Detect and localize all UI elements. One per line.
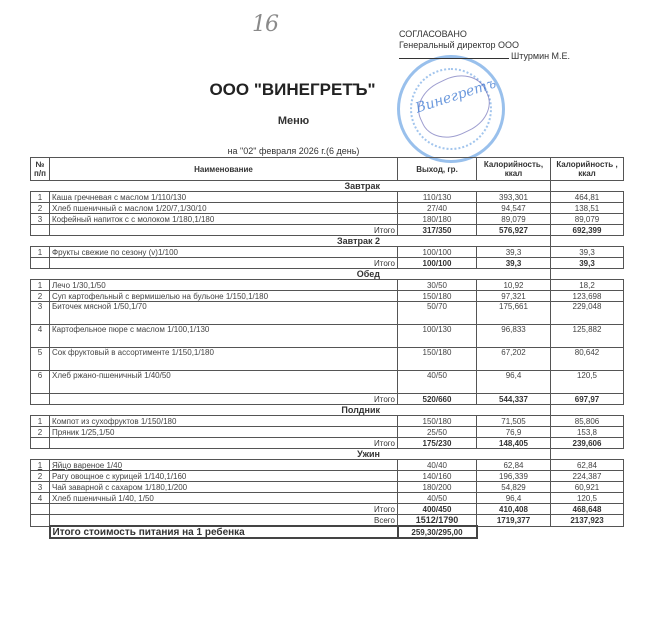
date-line-text: на "02" февраля 2026 г.(6 день) — [227, 146, 360, 156]
menu-item-row — [31, 192, 624, 203]
cost-num-empty — [31, 526, 50, 538]
item-name: Хлеб пшеничный 1/40, 1/50 — [50, 493, 398, 504]
col-header-name: Наименование — [50, 158, 398, 181]
menu-item-row — [31, 460, 624, 471]
menu-item-row — [31, 471, 624, 482]
item-number: 3 — [31, 214, 50, 225]
item-name: Компот из сухофруктов 1/150/180 — [50, 416, 398, 427]
item-kcal1: 96,4 — [477, 371, 551, 394]
company-title — [0, 80, 653, 100]
total-kcal1: 544,337 — [477, 394, 551, 405]
section-total-row — [31, 504, 624, 515]
item-output: 150/180 — [398, 348, 477, 371]
item-output: 150/180 — [398, 291, 477, 302]
total-output: 317/350 — [398, 225, 477, 236]
item-kcal2: 62,84 — [551, 460, 624, 471]
item-output: 25/50 — [398, 427, 477, 438]
menu-item-row — [31, 493, 624, 504]
item-kcal2: 138,51 — [551, 203, 624, 214]
total-kcal2: 692,399 — [551, 225, 624, 236]
cost-value: 259,30/295,00 — [398, 526, 477, 538]
col-header-output: Выход, гр. — [398, 158, 477, 181]
item-kcal1: 39,3 — [477, 247, 551, 258]
menu-item-row — [31, 348, 624, 371]
section-empty-cell — [551, 181, 624, 192]
col-header-kcal2: Калорийность , ккал — [551, 158, 624, 181]
cost-row — [31, 526, 624, 538]
item-output: 40/50 — [398, 371, 477, 394]
section-title: Завтрак 2 — [31, 236, 551, 247]
item-name: Пряник 1/25,1/50 — [50, 427, 398, 438]
item-kcal1: 54,829 — [477, 482, 551, 493]
total-num-empty — [31, 225, 50, 236]
menu-item-row — [31, 291, 624, 302]
item-kcal1: 10,92 — [477, 280, 551, 291]
item-output: 40/40 — [398, 460, 477, 471]
item-kcal2: 153,8 — [551, 427, 624, 438]
item-name: Кофейный напиток с с молоком 1/180,1/180 — [50, 214, 398, 225]
total-kcal2: 468,648 — [551, 504, 624, 515]
section-title: Завтрак — [31, 181, 551, 192]
item-kcal1: 393,301 — [477, 192, 551, 203]
item-name: Хлеб пшеничный с маслом 1/20/7,1/30/10 — [50, 203, 398, 214]
section-title: Ужин — [31, 449, 551, 460]
approval-signatory: Штурмин М.Е. — [511, 51, 571, 61]
section-header-row — [31, 269, 624, 280]
grand-total-num-empty — [31, 515, 50, 527]
document-title-text: Меню — [277, 115, 310, 127]
document-title — [0, 115, 653, 127]
item-kcal1: 62,84 — [477, 460, 551, 471]
menu-item-row — [31, 247, 624, 258]
total-kcal2: 697,97 — [551, 394, 624, 405]
item-output: 100/100 — [398, 247, 477, 258]
item-number: 4 — [31, 493, 50, 504]
item-kcal2: 80,642 — [551, 348, 624, 371]
item-name: Лечо 1/30,1/50 — [50, 280, 398, 291]
item-name: Каша гречневая с маслом 1/110/130 — [50, 192, 398, 203]
menu-table — [30, 157, 624, 539]
item-kcal2: 464,81 — [551, 192, 624, 203]
total-num-empty — [31, 504, 50, 515]
item-kcal1: 96,833 — [477, 325, 551, 348]
item-output: 30/50 — [398, 280, 477, 291]
col-header-num: № п/п — [31, 158, 50, 181]
item-kcal2: 89,079 — [551, 214, 624, 225]
approval-block — [399, 29, 570, 62]
item-number: 4 — [31, 325, 50, 348]
section-empty-cell — [551, 269, 624, 280]
item-name: Сок фруктовый в ассортименте 1/150,1/180 — [50, 348, 398, 371]
cost-empty-2 — [551, 526, 624, 538]
section-header-row — [31, 405, 624, 416]
signature-line — [399, 58, 509, 59]
item-number: 1 — [31, 192, 50, 203]
table-header-row — [31, 158, 624, 181]
item-kcal1: 76,9 — [477, 427, 551, 438]
section-total-row — [31, 394, 624, 405]
item-number: 5 — [31, 348, 50, 371]
item-kcal1: 94,547 — [477, 203, 551, 214]
menu-item-row — [31, 302, 624, 325]
item-number: 2 — [31, 291, 50, 302]
section-empty-cell — [551, 405, 624, 416]
menu-item-row — [31, 325, 624, 348]
item-output: 180/180 — [398, 214, 477, 225]
total-num-empty — [31, 394, 50, 405]
menu-item-row — [31, 416, 624, 427]
item-kcal1: 89,079 — [477, 214, 551, 225]
item-output: 140/160 — [398, 471, 477, 482]
menu-body — [31, 181, 624, 539]
grand-total-label: Всего — [50, 515, 398, 527]
total-kcal1: 148,405 — [477, 438, 551, 449]
item-kcal2: 120,5 — [551, 371, 624, 394]
total-kcal2: 239,606 — [551, 438, 624, 449]
total-output: 520/660 — [398, 394, 477, 405]
section-total-row — [31, 258, 624, 269]
total-output: 400/450 — [398, 504, 477, 515]
section-empty-cell — [551, 449, 624, 460]
menu-item-row — [31, 482, 624, 493]
item-number: 2 — [31, 203, 50, 214]
item-kcal2: 120,5 — [551, 493, 624, 504]
item-number: 3 — [31, 302, 50, 325]
total-label: Итого — [50, 394, 398, 405]
total-label: Итого — [50, 225, 398, 236]
item-name: Суп картофельный с вермишелью на бульоне 1/150,1/180 — [50, 291, 398, 302]
item-kcal1: 97,321 — [477, 291, 551, 302]
item-kcal1: 71,505 — [477, 416, 551, 427]
total-kcal1: 39,3 — [477, 258, 551, 269]
menu-item-row — [31, 203, 624, 214]
item-output: 150/180 — [398, 416, 477, 427]
total-kcal1: 576,927 — [477, 225, 551, 236]
total-label: Итого — [50, 258, 398, 269]
item-number: 3 — [31, 482, 50, 493]
item-name: Биточек мясной 1/50,1/70 — [50, 302, 398, 325]
item-output: 180/200 — [398, 482, 477, 493]
section-header-row — [31, 236, 624, 247]
item-kcal2: 224,387 — [551, 471, 624, 482]
item-kcal2: 125,882 — [551, 325, 624, 348]
total-num-empty — [31, 258, 50, 269]
item-kcal2: 85,806 — [551, 416, 624, 427]
item-output: 50/70 — [398, 302, 477, 325]
item-name: Фрукты свежие по сезону (v)1/100 — [50, 247, 398, 258]
item-kcal1: 196,339 — [477, 471, 551, 482]
item-output: 40/50 — [398, 493, 477, 504]
item-number: 2 — [31, 427, 50, 438]
section-total-row — [31, 225, 624, 236]
item-number: 1 — [31, 280, 50, 291]
item-number: 1 — [31, 247, 50, 258]
item-kcal1: 67,202 — [477, 348, 551, 371]
grand-total-output: 1512/1790 — [398, 515, 477, 527]
item-name: Хлеб ржано-пшеничный 1/40/50 — [50, 371, 398, 394]
item-kcal1: 175,661 — [477, 302, 551, 325]
date-line — [0, 146, 653, 156]
company-name: ООО "ВИНЕГРЕТЪ" — [209, 80, 376, 99]
approval-signature-line — [399, 51, 570, 62]
total-label: Итого — [50, 438, 398, 449]
grand-total-row — [31, 515, 624, 527]
item-kcal2: 60,921 — [551, 482, 624, 493]
item-number: 2 — [31, 471, 50, 482]
cost-empty-1 — [477, 526, 551, 538]
item-number: 1 — [31, 460, 50, 471]
item-kcal2: 18,2 — [551, 280, 624, 291]
item-output: 27/40 — [398, 203, 477, 214]
grand-total-kcal1: 1719,377 — [477, 515, 551, 527]
col-header-kcal1: Калорийность, ккал — [477, 158, 551, 181]
section-title: Полдник — [31, 405, 551, 416]
menu-item-row — [31, 371, 624, 394]
item-kcal2: 39,3 — [551, 247, 624, 258]
total-num-empty — [31, 438, 50, 449]
section-header-row — [31, 449, 624, 460]
section-header-row — [31, 181, 624, 192]
total-kcal1: 410,408 — [477, 504, 551, 515]
item-name: Картофельное пюре с маслом 1/100,1/130 — [50, 325, 398, 348]
menu-item-row — [31, 280, 624, 291]
item-number: 1 — [31, 416, 50, 427]
stamp-text: Винегретъ — [413, 75, 499, 117]
grand-total-kcal2: 2137,923 — [551, 515, 624, 527]
item-name: Чай заварной с сахаром 1/180,1/200 — [50, 482, 398, 493]
item-kcal2: 229,048 — [551, 302, 624, 325]
menu-item-row — [31, 214, 624, 225]
item-kcal2: 123,698 — [551, 291, 624, 302]
section-title: Обед — [31, 269, 551, 280]
item-output: 110/130 — [398, 192, 477, 203]
section-total-row — [31, 438, 624, 449]
handwritten-page-number: 16 — [252, 12, 278, 37]
item-name: Яйцо вареное 1/40 — [50, 460, 398, 471]
total-output: 175/230 — [398, 438, 477, 449]
section-empty-cell — [551, 236, 624, 247]
item-name: Рагу овощное с курицей 1/140,1/160 — [50, 471, 398, 482]
approval-position: Генеральный директор ООО — [399, 40, 520, 50]
total-output: 100/100 — [398, 258, 477, 269]
total-kcal2: 39,3 — [551, 258, 624, 269]
cost-label: Итого стоимость питания на 1 ребенка — [50, 526, 398, 538]
total-label: Итого — [50, 504, 398, 515]
item-output: 100/130 — [398, 325, 477, 348]
menu-item-row — [31, 427, 624, 438]
item-number: 6 — [31, 371, 50, 394]
approval-agreed: СОГЛАСОВАНО — [399, 29, 467, 39]
item-kcal1: 96,4 — [477, 493, 551, 504]
